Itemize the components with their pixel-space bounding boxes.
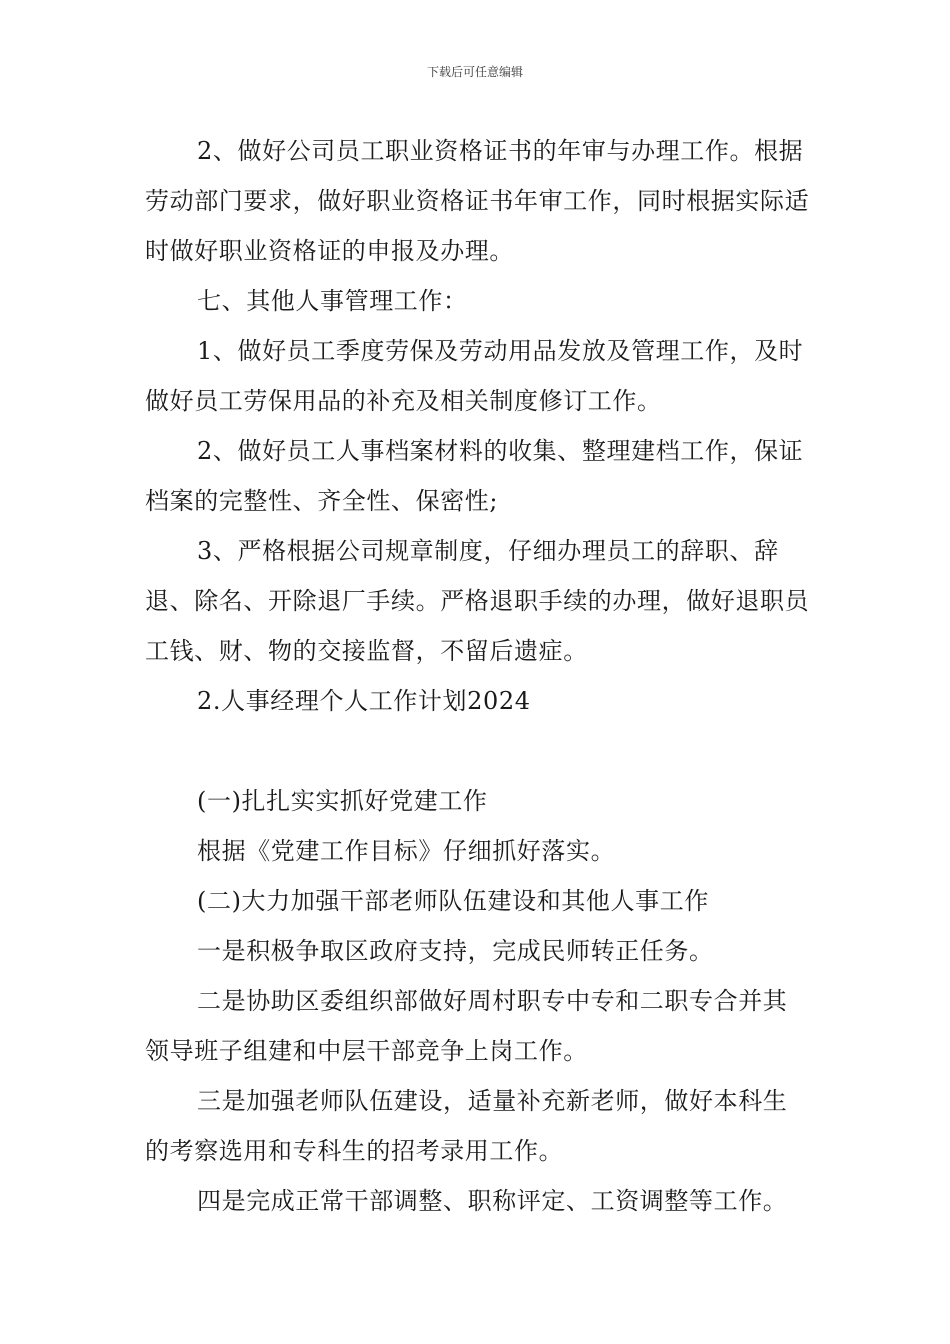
subheading-party-building: (一)扎扎实实抓好党建工作	[197, 787, 488, 815]
paragraph-resignation-procedures: 3、严格根据公司规章制度，仔细办理员工的辞职、辞退、除名、开除退厂手续。严格退职手续的办理，做好退职员工钱、财、物的交接监督，不留后遗症。	[145, 537, 810, 665]
paragraph-party-building-goals: 根据《党建工作目标》仔细抓好落实。	[197, 837, 616, 865]
paragraph-item-two: 二是协助区委组织部做好周村职专中专和二职专合并其领导班子组建和中层干部竞争上岗工作。	[145, 987, 788, 1065]
paragraph-labor-protection: 1、做好员工季度劳保及劳动用品发放及管理工作，及时做好员工劳保用品的补充及相关制度修订工作。	[145, 337, 804, 415]
paragraph-item-one: 一是积极争取区政府支持，完成民师转正任务。	[197, 937, 714, 965]
paragraph-item-four: 四是完成正常干部调整、职称评定、工资调整等工作。	[197, 1187, 788, 1215]
page-header-note: 下载后可任意编辑	[426, 65, 523, 79]
paragraph-personnel-files: 2、做好员工人事档案材料的收集、整理建档工作，保证档案的完整性、齐全性、保密性;	[145, 437, 804, 515]
subheading-team-building: (二)大力加强干部老师队伍建设和其他人事工作	[197, 887, 709, 915]
paragraph-item-three: 三是加强老师队伍建设，适量补充新老师，做好本科生的考察选用和专科生的招考录用工作。	[145, 1087, 788, 1165]
blank-line	[145, 726, 810, 776]
section-heading-other-hr-work: 七、其他人事管理工作：	[197, 287, 468, 315]
document-body	[145, 126, 810, 1226]
paragraph-certificate-review: 2、做好公司员工职业资格证书的年审与办理工作。根据劳动部门要求，做好职业资格证书年审工作，同时根据实际适时做好职业资格证的申报及办理。	[145, 137, 810, 265]
section-title-hr-plan-2024: 2.人事经理个人工作计划2024	[197, 687, 531, 715]
